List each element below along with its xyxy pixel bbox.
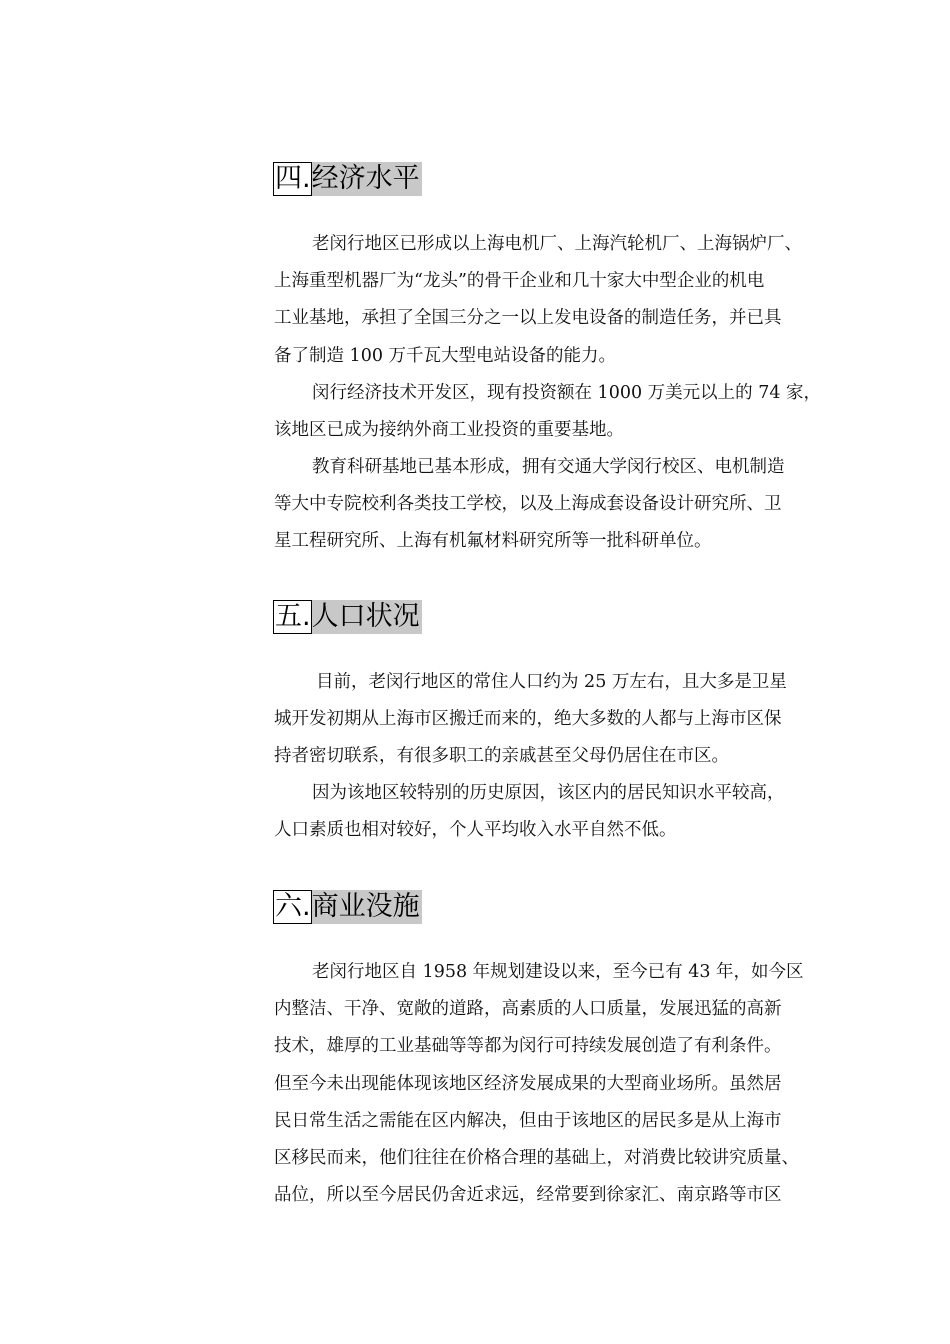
paragraph	[274, 954, 844, 1214]
text-line: 持者密切联系，有很多职工的亲戚甚至父母仍居住在市区。	[274, 746, 729, 767]
text-line: 内整洁、干净、宽敞的道路，高素质的人口质量，发展迅猛的高新	[274, 999, 782, 1020]
text-line: 该地区已成为接纳外商工业投资的重要基地。	[274, 420, 624, 441]
paragraph	[274, 664, 844, 776]
text-line: 品位，所以至今居民仍舍近求远，经常要到徐家汇、南京路等市区	[274, 1185, 782, 1206]
text-line: 但至今未出现能体现该地区经济发展成果的大型商业场所。虽然居	[274, 1073, 782, 1094]
paragraph	[274, 449, 844, 561]
text-line: 等大中专院校利各类技工学校，以及上海成套设备设计研究所、卫	[274, 494, 782, 515]
text-line: 民日常生活之需能在区内解决，但由于该地区的居民多是从上海市	[274, 1110, 782, 1131]
text-line: 闵行经济技术开发区，现有投资额在 1000 万美元以上的 74 家，	[312, 383, 822, 403]
text-line: 目前，老闵行地区的常住人口约为 25 万左右，且大多是卫星	[316, 672, 787, 692]
section-number: 五.	[275, 601, 311, 632]
text-line: 人口素质也相对较好，个人平均收入水平自然不低。	[274, 820, 677, 841]
section-heading-population	[273, 600, 422, 634]
text-line: 工业基地，承担了全国三分之一以上发电设备的制造任务，并已具	[274, 308, 782, 329]
text-line: 老闵行地区已形成以上海电机厂、上海汽轮机厂、上海锅炉厂、	[312, 234, 802, 254]
paragraph	[274, 775, 844, 849]
text-line: 备了制造 100 万千瓦大型电站设备的能力。	[274, 345, 617, 366]
section-heading-economy	[273, 162, 422, 196]
text-line: 教育科研基地已基本形成，拥有交通大学闵行校区、电机制造	[312, 457, 785, 477]
section-heading-commerce	[273, 890, 422, 924]
text-line: 上海重型机器厂为“龙头”的骨干企业和几十家大中型企业的机电	[274, 271, 765, 292]
text-line: 区移民而来，他们往往在价格合理的基础上，对消费比较讲究质量、	[274, 1147, 799, 1168]
paragraph	[274, 226, 844, 375]
section-number: 六.	[275, 891, 311, 922]
section-number: 四.	[275, 163, 311, 194]
text-line: 城开发初期从上海市区搬迁而来的，绝大多数的人都与上海市区保	[274, 709, 782, 730]
section-title: 商业没施	[311, 891, 420, 922]
section-title: 经济水平	[311, 163, 420, 194]
text-line: 因为该地区较特别的历史原因，该区内的居民知识水平较高，	[312, 783, 785, 803]
text-line: 技术，雄厚的工业基础等等都为闵行可持续发展创造了有利条件。	[274, 1036, 782, 1057]
paragraph	[274, 375, 844, 449]
text-line: 星工程研究所、上海有机氟材料研究所等一批科研单位。	[274, 531, 712, 552]
text-line: 老闵行地区自 1958 年规划建设以来，至今已有 43 年，如今区	[312, 962, 804, 982]
section-title: 人口状况	[311, 601, 420, 632]
